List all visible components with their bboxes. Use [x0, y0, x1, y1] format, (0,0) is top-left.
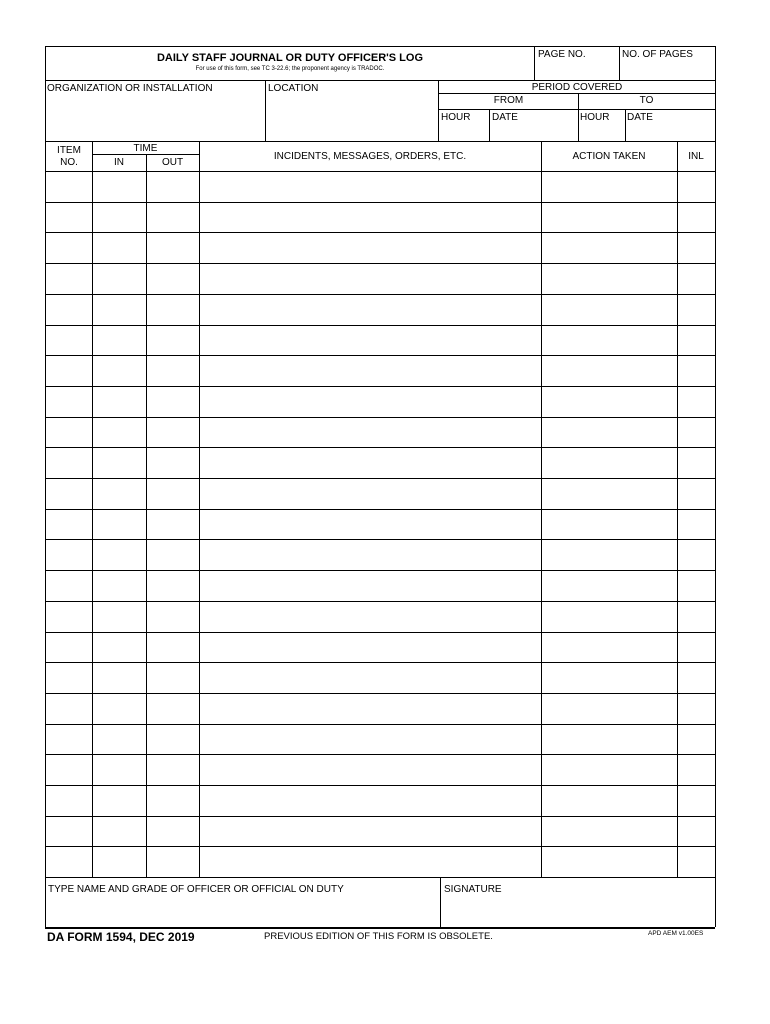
time-out-cell[interactable] — [147, 755, 198, 784]
rule-line — [619, 46, 620, 80]
action-taken-cell[interactable] — [542, 387, 676, 416]
action-taken-cell[interactable] — [542, 264, 676, 293]
action-taken-cell[interactable] — [542, 510, 676, 539]
time-in-cell[interactable] — [93, 755, 145, 784]
inl-cell[interactable] — [678, 203, 714, 232]
rule-line — [438, 109, 715, 110]
time-label: TIME — [133, 143, 158, 154]
incident-cell[interactable] — [200, 418, 540, 447]
inl-cell[interactable] — [678, 694, 714, 723]
item-no-cell[interactable] — [46, 786, 91, 815]
form-subtitle: For use of this form, see TC 3-22.6; the proponent agency is TRADOC. — [195, 66, 385, 72]
inl-cell[interactable] — [678, 418, 714, 447]
incident-cell[interactable] — [200, 540, 540, 569]
incident-cell[interactable] — [200, 203, 540, 232]
time-in-cell[interactable] — [93, 663, 145, 692]
time-out-cell[interactable] — [147, 540, 198, 569]
rule-line — [45, 662, 715, 663]
inl-cell[interactable] — [678, 295, 714, 324]
rule-line — [45, 570, 715, 571]
incident-cell[interactable] — [200, 633, 540, 662]
item-no-cell[interactable] — [46, 295, 91, 324]
rule-line — [45, 80, 715, 81]
incidents-label: INCIDENTS, MESSAGES, ORDERS, ETC. — [273, 151, 467, 162]
rule-line — [45, 846, 715, 847]
page-no-label: PAGE NO. — [538, 49, 586, 60]
time-out-cell[interactable] — [147, 847, 198, 876]
rule-line — [440, 877, 441, 927]
rule-line — [438, 80, 439, 141]
inl-cell[interactable] — [678, 847, 714, 876]
inl-cell[interactable] — [678, 264, 714, 293]
from-hour-field[interactable] — [440, 124, 489, 140]
rule-line — [715, 46, 716, 927]
item-no-label: NO. — [60, 157, 78, 168]
from-date-field[interactable] — [491, 124, 577, 140]
from-label: FROM — [493, 95, 524, 106]
rule-line — [45, 478, 715, 479]
inl-cell[interactable] — [678, 817, 714, 846]
time-out-cell[interactable] — [147, 326, 198, 355]
time-out-cell[interactable] — [147, 786, 198, 815]
action-taken-cell[interactable] — [542, 663, 676, 692]
incident-cell[interactable] — [200, 725, 540, 754]
from-hour-label: HOUR — [441, 112, 471, 123]
action-taken-cell[interactable] — [542, 633, 676, 662]
to-label: TO — [639, 95, 654, 106]
rule-line — [45, 386, 715, 387]
rule-line — [45, 46, 46, 927]
rule-line — [45, 754, 715, 755]
rule-line — [45, 355, 715, 356]
time-out-cell[interactable] — [147, 571, 198, 600]
item-no-cell[interactable] — [46, 755, 91, 784]
item-no-cell[interactable] — [46, 448, 91, 477]
time-out-cell[interactable] — [147, 817, 198, 846]
time-in-cell[interactable] — [93, 847, 145, 876]
location-label: LOCATION — [268, 83, 319, 94]
incident-cell[interactable] — [200, 786, 540, 815]
item-no-cell[interactable] — [46, 510, 91, 539]
item-no-cell[interactable] — [46, 233, 91, 262]
rule-line — [45, 601, 715, 602]
incident-cell[interactable] — [200, 172, 540, 201]
rule-line — [45, 294, 715, 295]
time-out-cell[interactable] — [147, 387, 198, 416]
rule-line — [45, 632, 715, 633]
inl-label: INL — [688, 151, 704, 162]
signature-field[interactable] — [441, 896, 714, 926]
rule-line — [489, 109, 490, 141]
action-taken-cell[interactable] — [542, 479, 676, 508]
action-taken-cell[interactable] — [542, 602, 676, 631]
time-in-cell[interactable] — [93, 817, 145, 846]
action-taken-cell[interactable] — [542, 847, 676, 876]
inl-cell[interactable] — [678, 571, 714, 600]
no-of-pages-field[interactable] — [620, 62, 712, 80]
incident-cell[interactable] — [200, 479, 540, 508]
inl-cell[interactable] — [678, 448, 714, 477]
officer-name-grade-field[interactable] — [46, 896, 439, 926]
incident-cell[interactable] — [200, 295, 540, 324]
item-no-cell[interactable] — [46, 633, 91, 662]
rule-line — [534, 46, 535, 80]
item-no-cell[interactable] — [46, 479, 91, 508]
incident-cell[interactable] — [200, 817, 540, 846]
time-out-cell[interactable] — [147, 479, 198, 508]
rule-line — [45, 539, 715, 540]
time-out-cell[interactable] — [147, 633, 198, 662]
incident-cell[interactable] — [200, 663, 540, 692]
rule-line — [45, 927, 715, 929]
inl-cell[interactable] — [678, 356, 714, 385]
time-in-cell[interactable] — [93, 356, 145, 385]
time-out-cell[interactable] — [147, 602, 198, 631]
no-of-pages-label: NO. OF PAGES — [622, 49, 693, 60]
inl-cell[interactable] — [678, 540, 714, 569]
rule-line — [578, 93, 579, 141]
action-taken-cell[interactable] — [542, 694, 676, 723]
inl-cell[interactable] — [678, 633, 714, 662]
rule-line — [45, 724, 715, 725]
incident-cell[interactable] — [200, 326, 540, 355]
period-covered-label: PERIOD COVERED — [531, 82, 623, 93]
action-taken-cell[interactable] — [542, 356, 676, 385]
rule-line — [45, 509, 715, 510]
item-no-cell[interactable] — [46, 387, 91, 416]
incident-cell[interactable] — [200, 233, 540, 262]
inl-cell[interactable] — [678, 172, 714, 201]
incident-cell[interactable] — [200, 602, 540, 631]
incident-cell[interactable] — [200, 264, 540, 293]
time-in-cell[interactable] — [93, 786, 145, 815]
time-out-cell[interactable] — [147, 663, 198, 692]
time-in-cell[interactable] — [93, 264, 145, 293]
item-no-cell[interactable] — [46, 817, 91, 846]
action-taken-cell[interactable] — [542, 203, 676, 232]
time-in-cell[interactable] — [93, 233, 145, 262]
time-in-cell[interactable] — [93, 295, 145, 324]
action-taken-cell[interactable] — [542, 725, 676, 754]
inl-cell[interactable] — [678, 233, 714, 262]
item-no-cell[interactable] — [46, 172, 91, 201]
rule-line — [45, 693, 715, 694]
item-no-cell[interactable] — [46, 326, 91, 355]
version-label: APD AEM v1.00ES — [648, 930, 704, 937]
time-in-cell[interactable] — [93, 326, 145, 355]
time-out-cell[interactable] — [147, 510, 198, 539]
incident-cell[interactable] — [200, 387, 540, 416]
item-label: ITEM — [57, 145, 81, 156]
action-taken-label: ACTION TAKEN — [572, 151, 646, 162]
inl-cell[interactable] — [678, 602, 714, 631]
time-in-cell[interactable] — [93, 602, 145, 631]
inl-cell[interactable] — [678, 725, 714, 754]
time-in-cell[interactable] — [93, 633, 145, 662]
inl-cell[interactable] — [678, 510, 714, 539]
incident-cell[interactable] — [200, 510, 540, 539]
inl-cell[interactable] — [678, 479, 714, 508]
action-taken-cell[interactable] — [542, 233, 676, 262]
form-id: DA FORM 1594, DEC 2019 — [47, 930, 195, 944]
rule-line — [45, 785, 715, 786]
item-no-cell[interactable] — [46, 571, 91, 600]
form-title: DAILY STAFF JOURNAL OR DUTY OFFICER'S LOG — [156, 52, 424, 64]
item-no-cell[interactable] — [46, 356, 91, 385]
time-in-cell[interactable] — [93, 510, 145, 539]
rule-line — [45, 447, 715, 448]
incident-cell[interactable] — [200, 571, 540, 600]
time-in-cell[interactable] — [93, 725, 145, 754]
time-in-cell[interactable] — [93, 203, 145, 232]
item-no-cell[interactable] — [46, 725, 91, 754]
item-no-cell[interactable] — [46, 264, 91, 293]
time-out-label: OUT — [161, 157, 184, 168]
time-out-cell[interactable] — [147, 356, 198, 385]
action-taken-cell[interactable] — [542, 418, 676, 447]
time-out-cell[interactable] — [147, 264, 198, 293]
action-taken-cell[interactable] — [542, 540, 676, 569]
action-taken-cell[interactable] — [542, 755, 676, 784]
incident-cell[interactable] — [200, 694, 540, 723]
time-out-cell[interactable] — [147, 418, 198, 447]
action-taken-cell[interactable] — [542, 326, 676, 355]
time-out-cell[interactable] — [147, 295, 198, 324]
rule-line — [45, 263, 715, 264]
inl-cell[interactable] — [678, 663, 714, 692]
item-no-cell[interactable] — [46, 602, 91, 631]
organization-field[interactable] — [46, 96, 264, 140]
to-hour-field[interactable] — [579, 124, 624, 140]
officer-label: TYPE NAME AND GRADE OF OFFICER OR OFFICIAL ON DUTY — [48, 884, 344, 895]
incident-cell[interactable] — [200, 755, 540, 784]
time-out-cell[interactable] — [147, 203, 198, 232]
action-taken-cell[interactable] — [542, 172, 676, 201]
rule-line — [265, 80, 266, 141]
item-no-cell[interactable] — [46, 847, 91, 876]
action-taken-cell[interactable] — [542, 786, 676, 815]
item-no-cell[interactable] — [46, 203, 91, 232]
rule-line — [625, 109, 626, 141]
time-out-cell[interactable] — [147, 172, 198, 201]
item-no-cell[interactable] — [46, 540, 91, 569]
time-in-cell[interactable] — [93, 418, 145, 447]
action-taken-cell[interactable] — [542, 571, 676, 600]
location-field[interactable] — [266, 96, 438, 140]
to-date-label: DATE — [627, 112, 653, 123]
item-no-cell[interactable] — [46, 663, 91, 692]
inl-cell[interactable] — [678, 755, 714, 784]
from-date-label: DATE — [492, 112, 518, 123]
action-taken-cell[interactable] — [542, 295, 676, 324]
inl-cell[interactable] — [678, 387, 714, 416]
rule-line — [45, 325, 715, 326]
rule-line — [45, 46, 715, 47]
action-taken-cell[interactable] — [542, 817, 676, 846]
time-in-cell[interactable] — [93, 448, 145, 477]
to-hour-label: HOUR — [580, 112, 610, 123]
rule-line — [438, 93, 715, 94]
time-in-cell[interactable] — [93, 479, 145, 508]
item-no-cell[interactable] — [46, 418, 91, 447]
item-no-cell[interactable] — [46, 694, 91, 723]
time-in-cell[interactable] — [93, 694, 145, 723]
page-no-field[interactable] — [536, 62, 618, 80]
inl-cell[interactable] — [678, 786, 714, 815]
time-in-cell[interactable] — [93, 387, 145, 416]
time-in-label: IN — [114, 157, 124, 168]
rule-line — [45, 141, 715, 142]
rule-line — [45, 202, 715, 203]
rule-line — [45, 232, 715, 233]
rule-line — [45, 816, 715, 817]
signature-label: SIGNATURE — [444, 884, 502, 895]
time-out-cell[interactable] — [147, 233, 198, 262]
incident-cell[interactable] — [200, 847, 540, 876]
time-out-cell[interactable] — [147, 448, 198, 477]
time-in-cell[interactable] — [93, 571, 145, 600]
time-in-cell[interactable] — [93, 172, 145, 201]
edition-note: PREVIOUS EDITION OF THIS FORM IS OBSOLETE. — [264, 931, 493, 942]
action-taken-cell[interactable] — [542, 448, 676, 477]
rule-line — [45, 171, 715, 172]
rule-line — [45, 877, 715, 878]
incident-cell[interactable] — [200, 356, 540, 385]
organization-label: ORGANIZATION OR INSTALLATION — [47, 83, 213, 94]
incident-cell[interactable] — [200, 448, 540, 477]
rule-line — [45, 417, 715, 418]
time-in-cell[interactable] — [93, 540, 145, 569]
to-date-field[interactable] — [626, 124, 714, 140]
time-out-cell[interactable] — [147, 725, 198, 754]
inl-cell[interactable] — [678, 326, 714, 355]
time-out-cell[interactable] — [147, 694, 198, 723]
